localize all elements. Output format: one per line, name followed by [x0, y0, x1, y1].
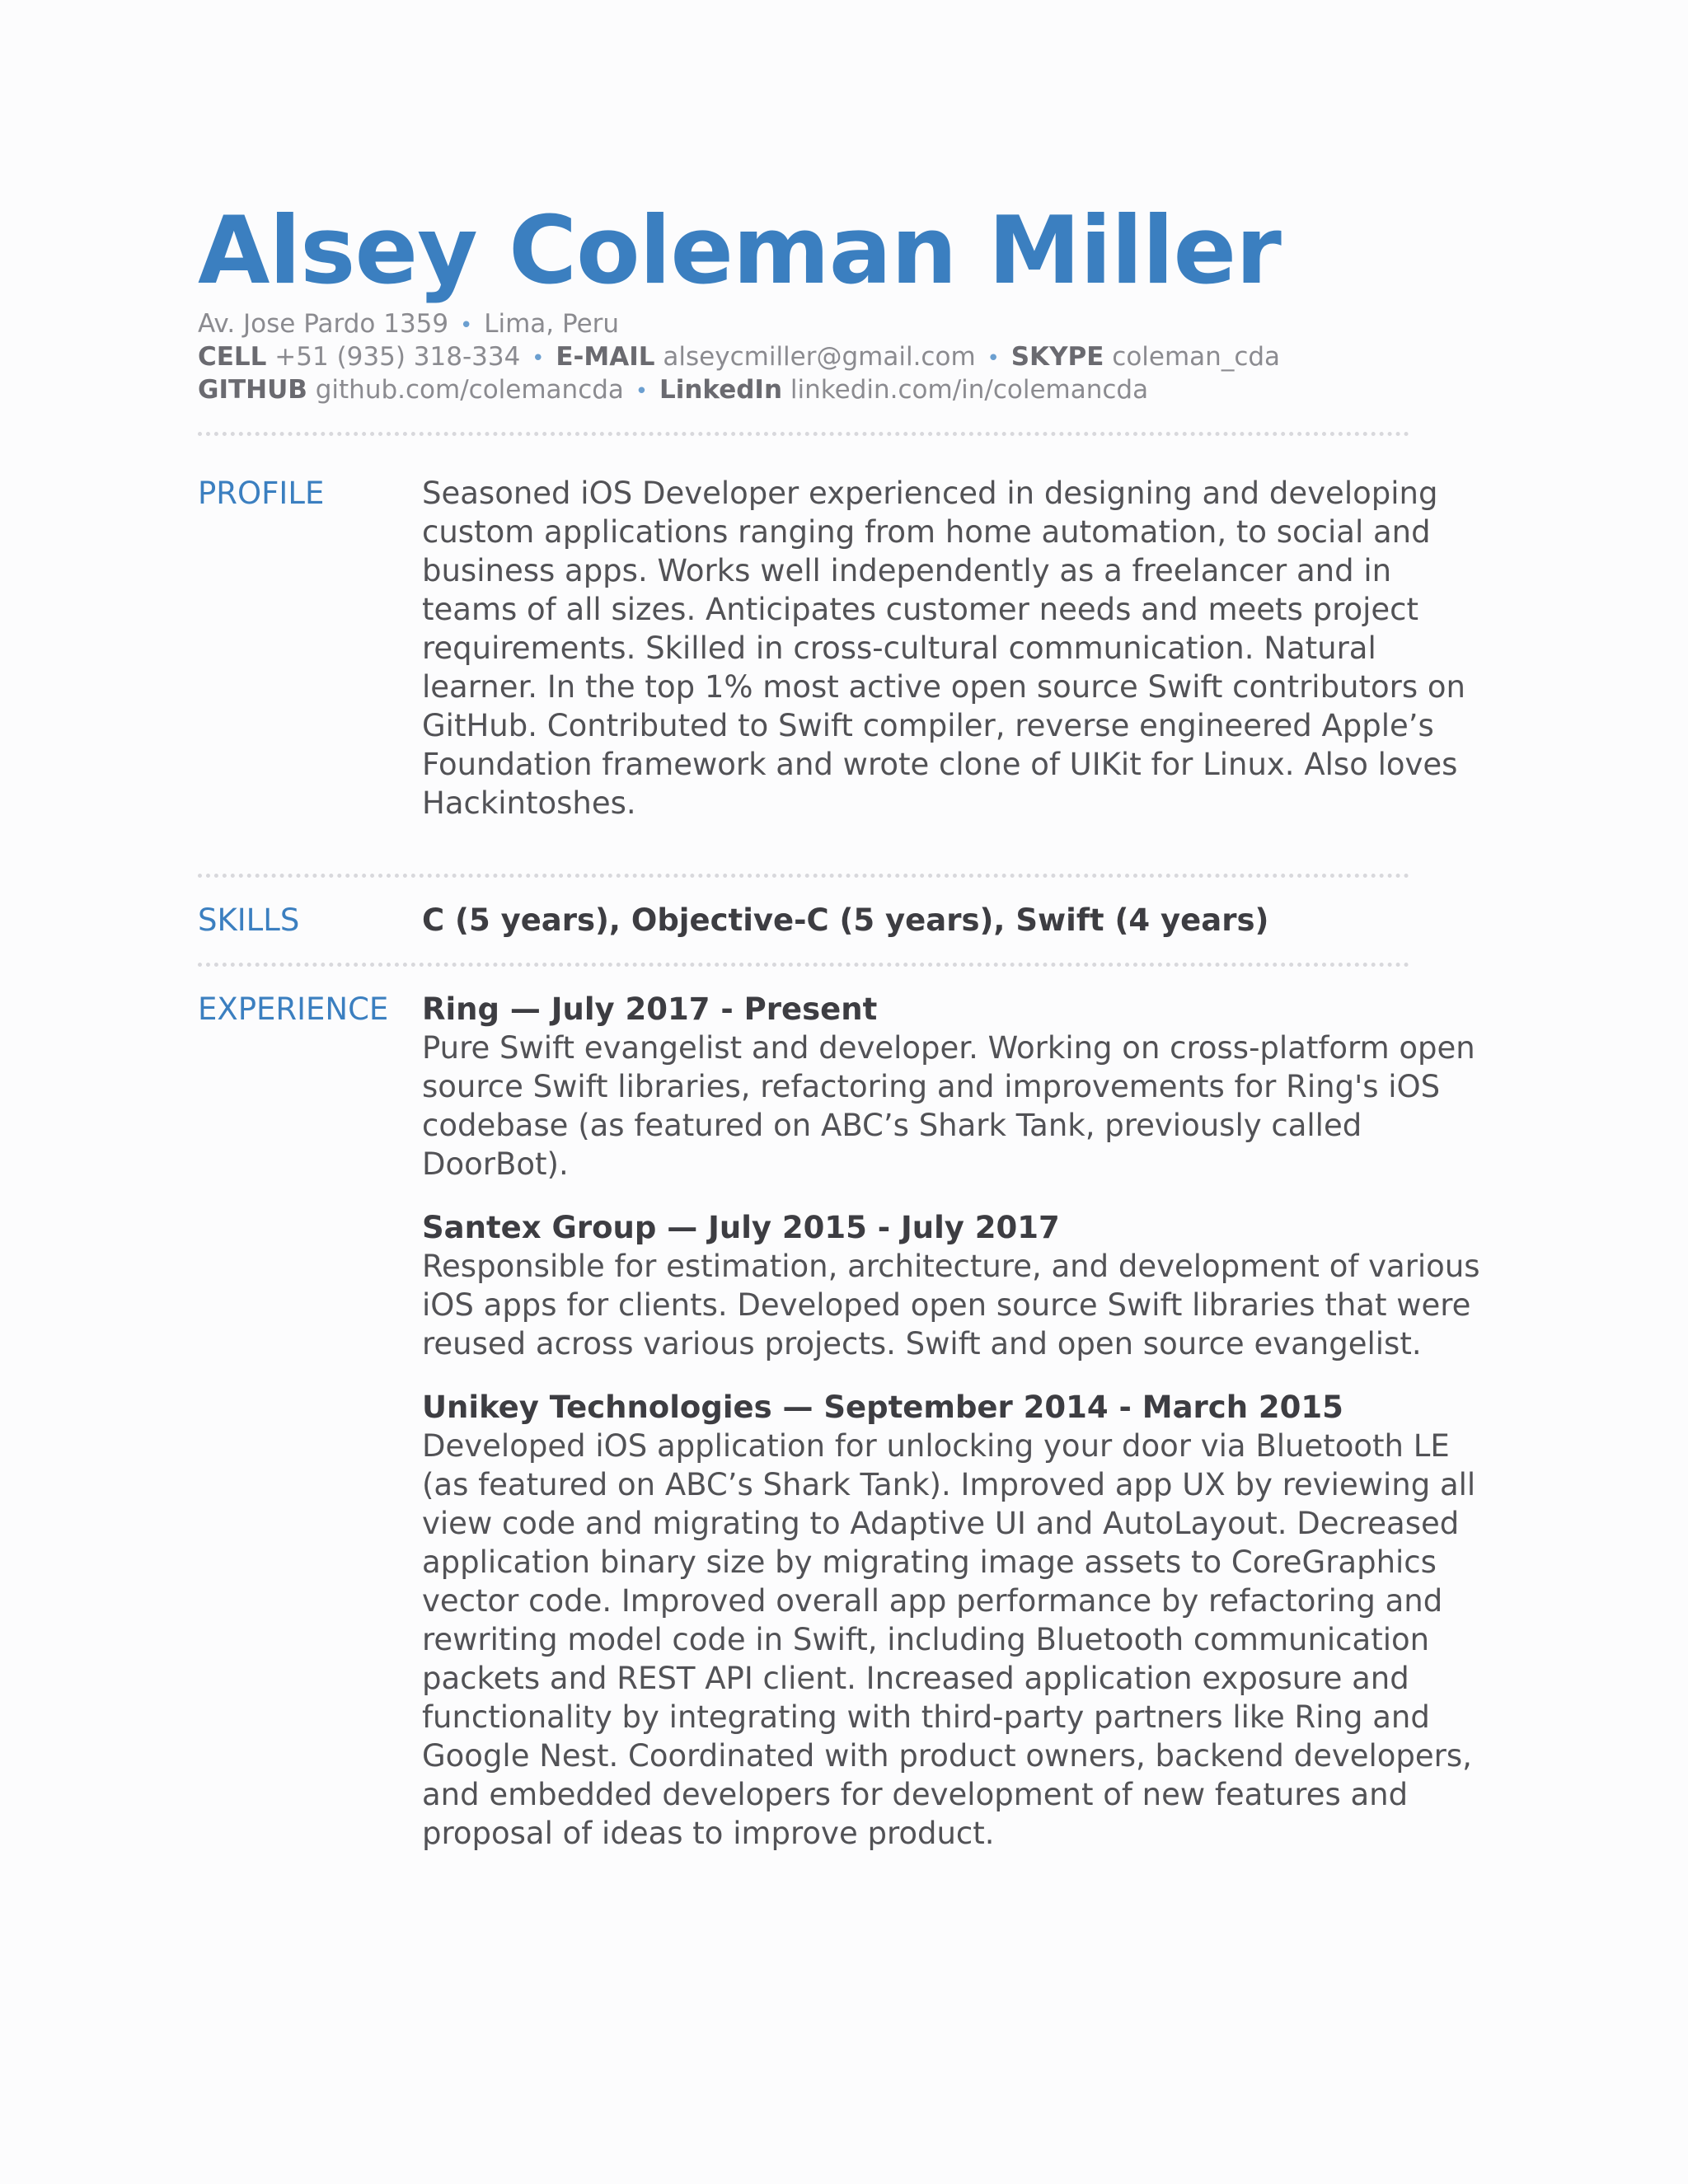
linkedin-label: LinkedIn: [659, 375, 783, 405]
separator-dot: •: [635, 379, 649, 404]
profile-text: Seasoned iOS Developer experienced in designing and developing custom applications ranging from home automation, to social and business apps. Works well independently as a freelancer and in teams of all sizes. Anticipates customer needs and meets project requirements. Skilled in cross-cultural communication. Natural learner. In the top 1% most active open source Swift contributors on GitHub. Contributed to Swift compiler, reverse engineered Apple’s Foundation framework and wrote clone of UIKit for Linux. Also loves Hackintoshes.: [422, 476, 1465, 821]
section-divider: [198, 874, 1409, 878]
resume-name: Alsey Coleman Miller: [198, 196, 1281, 305]
separator-dot: •: [459, 313, 473, 338]
skills-heading: SKILLS: [198, 902, 300, 938]
section-divider: [198, 963, 1409, 967]
cell-value: +51 (935) 318-334: [274, 342, 521, 372]
separator-dot: •: [532, 346, 545, 371]
job-title: Unikey Technologies — September 2014 - March 2015: [422, 1390, 1343, 1425]
cell-label: CELL: [198, 342, 267, 372]
job-entry: [422, 1388, 1485, 1853]
job-entry: [422, 990, 1485, 1183]
phone-email-line: [198, 341, 1484, 374]
section-divider: [198, 432, 1409, 436]
job-entry: [422, 1208, 1485, 1363]
links-line: [198, 374, 1484, 407]
address-line: [198, 308, 1484, 341]
job-title: Ring — July 2017 - Present: [422, 991, 878, 1027]
job-description: Responsible for estimation, architecture, and development of various iOS apps for clients. Developed open source Swift libraries that were reused across various projects. Swift and open source evangelist.: [422, 1249, 1480, 1361]
resume-page: [198, 196, 1484, 1877]
job-description: Developed iOS application for unlocking your door via Bluetooth LE (as featured on ABC’s Shark Tank). Improved app UX by reviewing all view code and migrating to Adaptive UI and AutoLayout. Decreased application binary size by migrating image assets to CoreGraphics vector code. Improved overall app performance by refactoring and rewriting model code in Swift, including Bluetooth communication packets and REST API client. Increased application exposure and functionality by integrating with third-party partners like Ring and Google Nest. Coordinated with product owners, backend developers, and embedded developers for development of new features and proposal of ideas to improve product.: [422, 1428, 1476, 1851]
address: Av. Jose Pardo 1359: [198, 309, 449, 339]
experience-section: [198, 990, 1484, 1877]
linkedin-link[interactable]: linkedin.com/in/colemancda: [790, 375, 1149, 405]
experience-heading: EXPERIENCE: [198, 991, 389, 1027]
skype-value: coleman_cda: [1112, 342, 1281, 372]
github-link[interactable]: github.com/colemancda: [315, 375, 624, 405]
experience-list: [422, 990, 1485, 1877]
skills-text: C (5 years), Objective-C (5 years), Swift (4 years): [422, 902, 1269, 938]
contact-block: [198, 308, 1484, 407]
github-label: GITHUB: [198, 375, 307, 405]
job-description: Pure Swift evangelist and developer. Working on cross-platform open source Swift libraries, refactoring and improvements for Ring's iOS codebase (as featured on ABC’s Shark Tank, previously called DoorBot).: [422, 1030, 1475, 1182]
profile-section: [198, 474, 1484, 823]
email-label: E-MAIL: [556, 342, 655, 372]
job-title: Santex Group — July 2015 - July 2017: [422, 1210, 1060, 1245]
skype-label: SKYPE: [1010, 342, 1104, 372]
email-link[interactable]: alseycmiller@gmail.com: [663, 342, 976, 372]
city: Lima, Peru: [484, 309, 620, 339]
skills-section: [198, 901, 1484, 940]
separator-dot: •: [987, 346, 1000, 371]
profile-heading: PROFILE: [198, 476, 325, 511]
